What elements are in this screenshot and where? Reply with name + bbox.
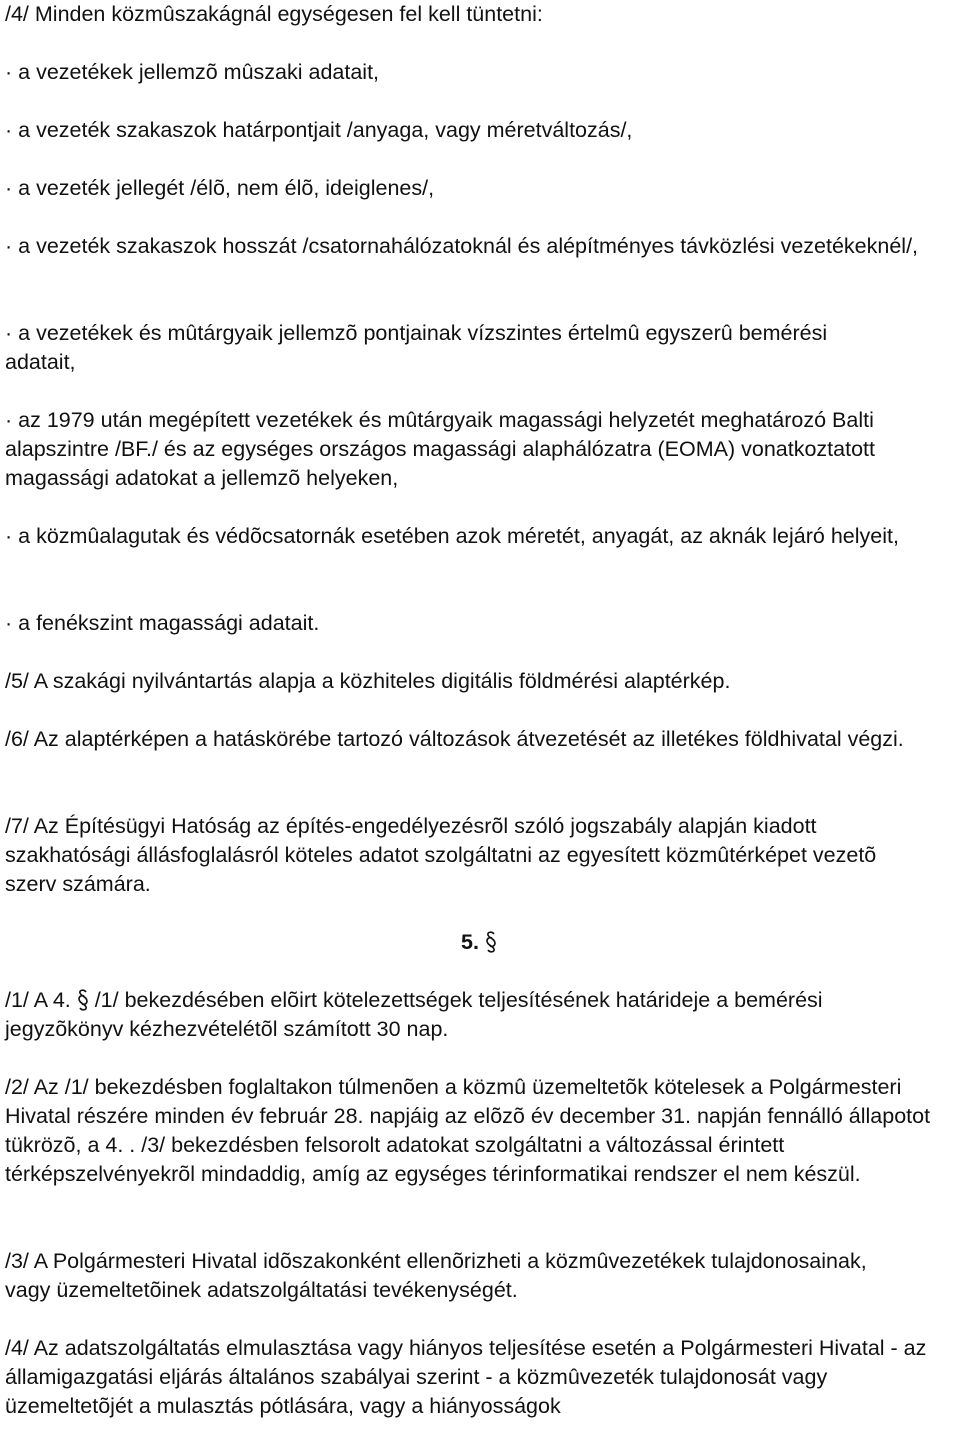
bullet-item: · a vezeték szakaszok hosszát /csatornahálózatoknál és alépítményes távközlési vezetékeknél/,	[5, 234, 919, 258]
paragraph-5-3: /3/ A Polgármesteri Hivatal idõszakonként ellenõrizheti a közmûvezetékek tulajdonosainak, vagy üzemeltetõinek adatszolgáltatási tevékenységét.	[5, 1249, 867, 1302]
bullet-item: · a fenékszint magassági adatait.	[5, 611, 320, 635]
bullet-item: · a közmûalagutak és védõcsatornák esetében azok méretét, anyagát, az aknák lejáró helyeit,	[5, 524, 899, 548]
paragraph-6: /6/ Az alaptérképen a hatáskörébe tartozó változások átvezetését az illetékes földhivatal végzi.	[5, 727, 904, 751]
section-sign-icon	[485, 931, 497, 951]
paragraph-7: /7/ Az Építésügyi Hatóság az építés-engedélyezésrõl szóló jogszabály alapján kiadott szakhatósági állásfoglalásról köteles adatot szolgáltatni az egyesített közmûtérképet vezetõ szerv számára.	[5, 814, 877, 896]
paragraph-4-intro: /4/ Minden közmûszakágnál egységesen fel kell tüntetni:	[5, 2, 543, 26]
paragraph-5-2: /2/ Az /1/ bekezdésben foglaltakon túlmenõen a közmû üzemeltetõk kötelesek a Polgármesteri Hivatal részére minden év február 28. napjáig az elõzõ év december 31. napján fennálló állapotot tükrözõ, a 4. . /3/ bekezdésben felsorolt adatokat szolgáltatni a változással érintett térképszelvényekrõl mindaddig, amíg az egységes térinformatikai rendszer el nem készül.	[5, 1075, 931, 1186]
section-number: 5.	[461, 930, 479, 954]
paragraph-5: /5/ A szakági nyilvántartás alapja a közhiteles digitális földmérési alaptérkép.	[5, 669, 731, 693]
paragraph-5-4: /4/ Az adatszolgáltatás elmulasztása vagy hiányos teljesítése esetén a Polgármesteri Hivatal - az államigazgatási eljárás általános szabályai szerint - a közmûvezeték tulajdonosát vagy üzemeltetõjét a mulasztás pótlására, vagy a hiányosságok	[5, 1336, 927, 1418]
paragraph-5-1-rest: /1/ bekezdésében elõirt kötelezettségek teljesítésének határideje a bemérési jegyzõkönyv kézhezvételétõl számított 30 nap.	[5, 988, 823, 1041]
bullet-item: · a vezeték szakaszok határpontjait /anyaga, vagy méretváltozás/,	[5, 118, 633, 142]
bullet-item: · a vezeték jellegét /élõ, nem élõ, ideiglenes/,	[5, 176, 435, 200]
paragraph-5-1-start: /1/ A 4.	[5, 988, 71, 1012]
bullet-item: · a vezetékek és mûtárgyaik jellemzõ pontjainak vízszintes értelmû egyszerû bemérési adatait,	[5, 321, 828, 374]
section-heading	[5, 928, 960, 957]
bullet-item: · az 1979 után megépített vezetékek és mûtárgyaik magassági helyzetét meghatározó Balti alapszintre /BF./ és az egységes országos magassági alaphálózatra (EOMA) vonatkoztatott magassági adatokat a jellemzõ helyeken,	[5, 408, 875, 490]
section-sign-icon	[77, 989, 89, 1009]
bullet-item: · a vezetékek jellemzõ mûszaki adatait,	[5, 60, 380, 84]
paragraph-5-1	[5, 986, 905, 1044]
